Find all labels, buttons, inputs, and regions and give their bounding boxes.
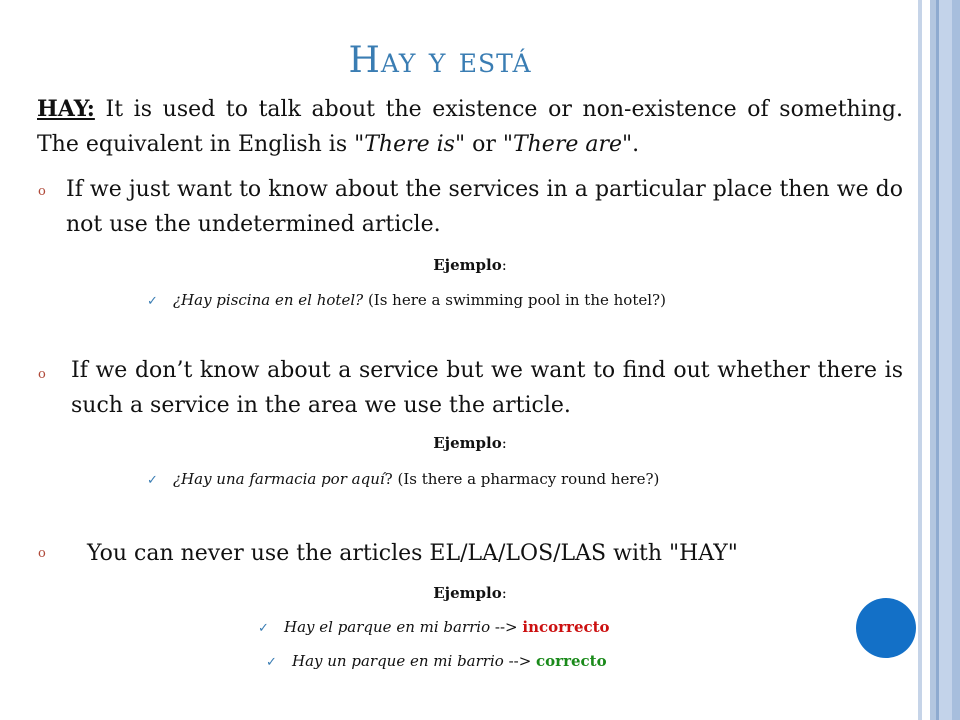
decor-stripe (939, 0, 952, 720)
intro-paragraph (37, 92, 903, 162)
check-icon: ✓ (258, 621, 269, 636)
slide-title: Hay y está (348, 40, 532, 81)
ejemplo-label: Ejemplo (433, 434, 502, 452)
bullet-icon: o (38, 367, 46, 382)
example-1-spanish: ¿Hay piscina en el hotel? (173, 291, 364, 309)
intro-text-after: ". (622, 132, 640, 157)
example-2 (147, 470, 659, 488)
ejemplo-colon: : (501, 584, 507, 602)
ejemplo-label: Ejemplo (433, 584, 502, 602)
example-1 (147, 291, 666, 309)
check-icon: ✓ (147, 294, 158, 309)
decor-circle (856, 598, 916, 658)
ejemplo-colon: : (501, 256, 507, 274)
example-3b-arrow: --> (503, 652, 537, 670)
example-3a-arrow: --> (490, 618, 523, 636)
ejemplo-colon: : (501, 434, 507, 452)
decor-stripe (952, 0, 960, 720)
bullet-1-text: If we just want to know about the services in a particular place then we do not use the undetermined article. (66, 177, 903, 237)
bullet-3-text: You can never use the articles EL/LA/LOS/LAS with "HAY" (87, 541, 738, 566)
bullet-icon: o (38, 546, 46, 561)
bullet-2-text: If we don’t know about a service but we want to find out whether there is such a service in the area we use the article. (71, 358, 903, 418)
example-1-english: (Is here a swimming pool in the hotel?) (363, 291, 666, 309)
example-3a-spanish: Hay el parque en mi barrio (284, 618, 491, 636)
intro-em-there-is: There is (364, 132, 455, 157)
example-3a (258, 618, 610, 636)
check-icon: ✓ (147, 473, 158, 488)
check-icon: ✓ (266, 655, 277, 670)
example-2-english: ? (Is there a pharmacy round here?) (384, 470, 660, 488)
ejemplo-label: Ejemplo (433, 256, 502, 274)
intro-text-before: It is used to talk about the existence or non-existence of something. The equivalent in English is " (37, 97, 903, 157)
example-2-spanish: ¿Hay una farmacia por aquí (173, 470, 385, 488)
bullet-icon: o (38, 184, 46, 199)
hay-label: HAY: (37, 96, 95, 122)
decor-stripe (922, 0, 930, 720)
intro-em-there-are: There are (512, 132, 623, 157)
verdict-correcto: correcto (536, 652, 607, 670)
example-3b (266, 652, 607, 670)
ejemplo-label-2 (0, 434, 940, 452)
example-3b-spanish: Hay un parque en mi barrio (292, 652, 504, 670)
ejemplo-label-1 (0, 256, 940, 274)
verdict-incorrecto: incorrecto (522, 618, 610, 636)
ejemplo-label-3 (0, 584, 940, 602)
intro-text-mid: " or " (454, 132, 513, 157)
